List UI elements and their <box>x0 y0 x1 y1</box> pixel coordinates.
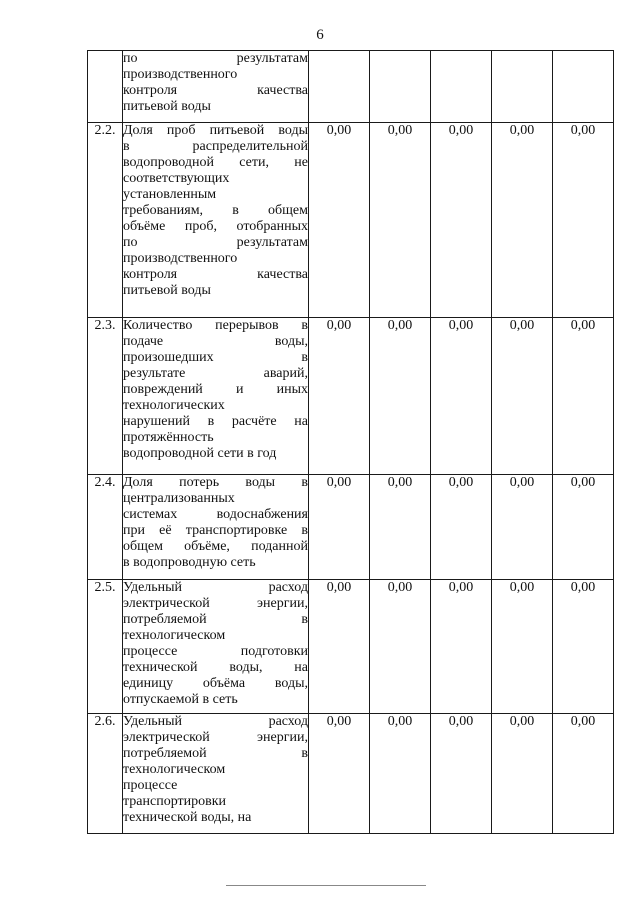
indicator-value: 0,00 <box>431 580 492 714</box>
page-number: 6 <box>316 27 324 43</box>
description-line: Количество перерывов в <box>123 318 308 333</box>
table-row <box>88 580 614 714</box>
description-line: Удельный расход <box>123 580 308 595</box>
indicator-value: 0,00 <box>553 318 614 475</box>
description-line: электрической энергии, <box>123 730 308 745</box>
description-line: водопроводной сети, не <box>123 155 308 170</box>
description-line: в распределительной <box>123 139 308 154</box>
description-line: питьевой воды <box>123 99 211 114</box>
description-line: питьевой воды <box>123 283 211 298</box>
indicator-value: 0,00 <box>309 475 370 580</box>
description-line: результате аварий, <box>123 366 308 381</box>
description-line: Доля проб питьевой воды <box>123 123 308 138</box>
description-line: Удельный расход <box>123 714 308 729</box>
description-line: технической воды, на <box>123 660 308 675</box>
footer-rule <box>226 885 426 886</box>
row-number: 2.5. <box>88 580 123 714</box>
indicator-description <box>123 714 309 834</box>
table-row <box>88 51 614 123</box>
indicator-description <box>123 475 309 580</box>
description-line: Доля потерь воды в <box>123 475 308 490</box>
indicator-description <box>123 580 309 714</box>
row-number: 2.6. <box>88 714 123 834</box>
row-number <box>88 51 123 123</box>
description-line: потребляемой в <box>123 612 308 627</box>
description-line: произошедших в <box>123 350 308 365</box>
indicator-value: 0,00 <box>370 580 431 714</box>
indicator-value: 0,00 <box>309 318 370 475</box>
table-row <box>88 318 614 475</box>
description-line: единицу объёма воды, <box>123 676 308 691</box>
description-line: требованиям, в общем <box>123 203 308 218</box>
indicator-value: 0,00 <box>492 580 553 714</box>
indicator-value: 0,00 <box>370 318 431 475</box>
indicator-value: 0,00 <box>492 714 553 834</box>
description-line: контроля качества <box>123 267 308 282</box>
table-row <box>88 475 614 580</box>
description-line: производственного <box>123 251 238 266</box>
description-line: при её транспортировке в <box>123 523 308 538</box>
indicator-value: 0,00 <box>431 475 492 580</box>
description-line: централизованных <box>123 491 235 506</box>
description-line: технологическом <box>123 628 226 643</box>
indicator-value: 0,00 <box>492 123 553 318</box>
indicator-value: 0,00 <box>309 714 370 834</box>
description-line: по результатам <box>123 51 308 66</box>
description-line: процессе подготовки <box>123 644 308 659</box>
description-line: водопроводной сети в год <box>123 446 277 461</box>
indicator-value: 0,00 <box>370 123 431 318</box>
description-line: по результатам <box>123 235 308 250</box>
description-line: нарушений в расчёте на <box>123 414 308 429</box>
description-line: общем объёме, поданной <box>123 539 308 554</box>
indicator-value <box>309 51 370 123</box>
description-line: в водопроводную сеть <box>123 555 256 570</box>
row-number: 2.4. <box>88 475 123 580</box>
description-line: протяжённость <box>123 430 214 445</box>
description-line: отпускаемой в сеть <box>123 692 238 707</box>
description-line: подаче воды, <box>123 334 308 349</box>
description-line: потребляемой в <box>123 746 308 761</box>
indicator-value: 0,00 <box>553 580 614 714</box>
indicator-value: 0,00 <box>309 580 370 714</box>
indicator-value: 0,00 <box>553 475 614 580</box>
indicator-value <box>370 51 431 123</box>
description-line: электрической энергии, <box>123 596 308 611</box>
indicator-value: 0,00 <box>431 714 492 834</box>
row-number: 2.3. <box>88 318 123 475</box>
description-line: повреждений и иных <box>123 382 308 397</box>
indicator-value: 0,00 <box>370 714 431 834</box>
table-row <box>88 123 614 318</box>
indicators-table <box>87 50 614 834</box>
description-line: технологическом <box>123 762 226 777</box>
table-row <box>88 714 614 834</box>
indicator-description <box>123 51 309 123</box>
indicator-value: 0,00 <box>492 318 553 475</box>
indicator-description <box>123 318 309 475</box>
description-line: процессе <box>123 778 178 793</box>
indicator-value: 0,00 <box>370 475 431 580</box>
indicator-description <box>123 123 309 318</box>
description-line: технологических <box>123 398 225 413</box>
description-line: транспортировки <box>123 794 227 809</box>
description-line: производственного <box>123 67 238 82</box>
indicator-value <box>492 51 553 123</box>
description-line: соответствующих <box>123 171 230 186</box>
indicator-value: 0,00 <box>492 475 553 580</box>
description-line: системах водоснабжения <box>123 507 308 522</box>
indicator-value: 0,00 <box>553 714 614 834</box>
description-line: контроля качества <box>123 83 308 98</box>
row-number: 2.2. <box>88 123 123 318</box>
indicator-value <box>431 51 492 123</box>
description-line: технической воды, на <box>123 810 252 825</box>
indicator-value: 0,00 <box>553 123 614 318</box>
indicator-value <box>553 51 614 123</box>
description-line: объёме проб, отобранных <box>123 219 308 234</box>
indicator-value: 0,00 <box>309 123 370 318</box>
indicator-value: 0,00 <box>431 318 492 475</box>
description-line: установленным <box>123 187 217 202</box>
indicator-value: 0,00 <box>431 123 492 318</box>
